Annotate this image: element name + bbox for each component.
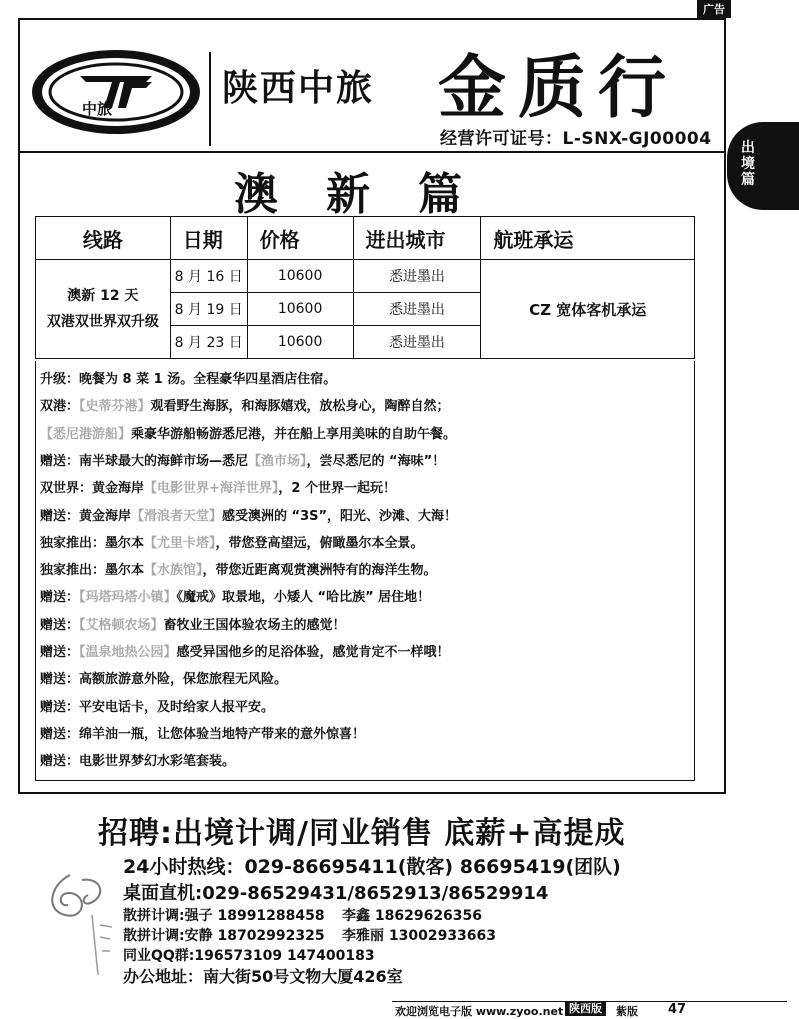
itinerary-line <box>40 559 437 578</box>
highlight-attraction: 【史蒂芬港】 <box>79 399 151 415</box>
itinerary-line <box>40 532 424 551</box>
itinerary-text: 赠送：绵羊油一瓶，让您体验当地特产带来的意外惊喜！ <box>40 726 366 742</box>
side-tab-label: 出境篇 <box>741 140 755 188</box>
license-number: 经营许可证号：L-SNX-GJ00004 <box>440 129 712 149</box>
direct-line: 桌面直机:029-86529431/8652913/86529914 <box>123 883 549 904</box>
section-title: 澳新篇 <box>234 169 510 220</box>
itinerary-text: 赠送： <box>40 645 80 660</box>
highlight-attraction: 【水族馆】 <box>144 563 203 579</box>
itinerary-text: 感受异国他乡的足浴体验，感觉肯定不一样哦！ <box>176 645 450 660</box>
footer-site: 欢迎浏览电子版 www.zyoo.net <box>395 1005 564 1018</box>
header-price: 价格 <box>247 217 353 260</box>
itinerary-line <box>40 450 445 469</box>
itinerary-text: 独家推出：墨尔本 <box>40 535 145 551</box>
itinerary-line <box>40 505 457 524</box>
itinerary-line <box>40 586 430 605</box>
itinerary-text: 感受澳洲的 “3S”，阳光、沙滩、大海！ <box>222 508 458 524</box>
contact-line: 李鑫 18629626356 <box>342 908 483 924</box>
itinerary-text: 赠送：电影世界梦幻水彩笔套装。 <box>40 754 236 770</box>
page-number: 47 <box>668 1002 687 1017</box>
city-cell: 悉进墨出 <box>353 260 481 293</box>
itinerary-line <box>40 750 235 769</box>
header-city: 进出城市 <box>353 217 481 260</box>
table-row <box>36 260 695 293</box>
route-name: 澳新 12 天 <box>67 288 139 304</box>
ad-tag: 广告 <box>697 0 731 18</box>
edition-label: 紫版 <box>616 1005 638 1018</box>
header-carrier: 航班承运 <box>481 217 695 260</box>
price-cell: 10600 <box>247 260 353 293</box>
itinerary-text: 独家推出：墨尔本 <box>40 563 145 579</box>
contact-line: 散拼计调:强子 18991288458 <box>123 908 325 924</box>
itinerary-text: ，带您登高望远，俯瞰墨尔本全景。 <box>215 535 424 551</box>
highlight-attraction: 【滑浪者天堂】 <box>131 508 223 524</box>
route-name-cell <box>36 260 171 359</box>
route-subtitle: 双港双世界双升级 <box>46 314 159 330</box>
itinerary-text: 升级：晚餐为 8 菜 1 汤。全程豪华四星酒店住宿。 <box>40 372 337 387</box>
company-name: 陕西中旅 <box>222 68 375 109</box>
highlight-attraction: 【玛塔玛塔小镇】 <box>79 590 177 606</box>
itinerary-text: ，2 个世界一起玩！ <box>278 481 396 497</box>
itinerary-text: 观看野生海豚，和海豚嬉戏，放松身心，陶醉自然； <box>150 399 450 415</box>
itinerary-text: ，带您近距离观赏澳洲特有的海洋生物。 <box>202 563 437 579</box>
contact-line: 散拼计调:安静 18702992325 <box>123 928 325 944</box>
highlight-attraction: 【电影世界+海洋世界】 <box>144 481 279 497</box>
itinerary-text: 双港： <box>40 399 80 415</box>
itinerary-text: 乘豪华游船畅游悉尼港，并在船上享用美味的自助午餐。 <box>131 426 457 442</box>
recruit-title: 招聘:出境计调/同业销售 底薪+高提成 <box>98 816 626 851</box>
brand-title: 金质行 <box>438 48 679 128</box>
date-cell: 8 月 16 日 <box>170 260 247 293</box>
itinerary-text: 赠送： <box>40 590 80 606</box>
edition-badge: 陕西版 <box>565 1002 606 1016</box>
itinerary-text: ，尝尽悉尼的 “海味”！ <box>306 453 446 469</box>
price-cell: 10600 <box>247 326 353 359</box>
highlight-attraction: 【艾格顿农场】 <box>79 617 164 633</box>
price-cell: 10600 <box>247 293 353 326</box>
company-logo <box>28 46 204 138</box>
itinerary-line <box>40 723 365 742</box>
route-table <box>35 216 695 359</box>
contact-line: 李雅丽 13002933663 <box>342 928 497 944</box>
header-rule <box>20 151 724 153</box>
header-date: 日期 <box>170 217 247 260</box>
highlight-attraction: 【温泉地热公园】 <box>79 645 177 660</box>
itinerary-line <box>40 423 456 442</box>
city-cell: 悉进墨出 <box>353 293 481 326</box>
itinerary-text: 赠送：黄金海岸 <box>40 508 132 524</box>
decorative-calligraphy <box>40 855 120 985</box>
itinerary-line <box>40 641 450 660</box>
date-cell: 8 月 23 日 <box>170 326 247 359</box>
itinerary-text: 赠送： <box>40 617 80 633</box>
header-divider <box>209 52 211 146</box>
itinerary-text: 畜牧业王国体验农场主的感觉！ <box>163 617 346 633</box>
itinerary-line <box>40 668 287 687</box>
qq-group: 同业QQ群:196573109 147400183 <box>123 948 375 964</box>
city-cell: 悉进墨出 <box>353 326 481 359</box>
itinerary-line <box>40 614 346 633</box>
itinerary-text: 双世界：黄金海岸 <box>40 481 145 497</box>
highlight-attraction: 【尤里卡塔】 <box>144 535 216 551</box>
hotline: 24小时热线：029-86695411(散客) 86695419(团队) <box>123 856 621 878</box>
highlight-attraction: 【悉尼港游船】 <box>40 426 132 442</box>
itinerary-text: 赠送：平安电话卡，及时给家人报平安。 <box>40 699 275 715</box>
table-header-row <box>36 217 695 260</box>
office-address: 办公地址：南大街50号文物大厦426室 <box>123 967 403 986</box>
logo-text: 中旅 <box>82 100 113 118</box>
itinerary-line <box>40 395 450 414</box>
itinerary-text: 赠送：高额旅游意外险，保您旅程无风险。 <box>40 672 288 688</box>
header-route: 线路 <box>36 217 171 260</box>
itinerary-line <box>40 696 274 715</box>
itinerary-text: 《魔戒》取景地，小矮人 “哈比族” 居住地！ <box>176 590 431 606</box>
carrier-cell: CZ 宽体客机承运 <box>481 260 695 359</box>
highlight-attraction: 【渔市场】 <box>248 453 307 469</box>
date-cell: 8 月 19 日 <box>170 293 247 326</box>
itinerary-line <box>40 368 336 387</box>
itinerary-line <box>40 477 396 496</box>
itinerary-text: 赠送：南半球最大的海鲜市场—悉尼 <box>40 453 249 469</box>
